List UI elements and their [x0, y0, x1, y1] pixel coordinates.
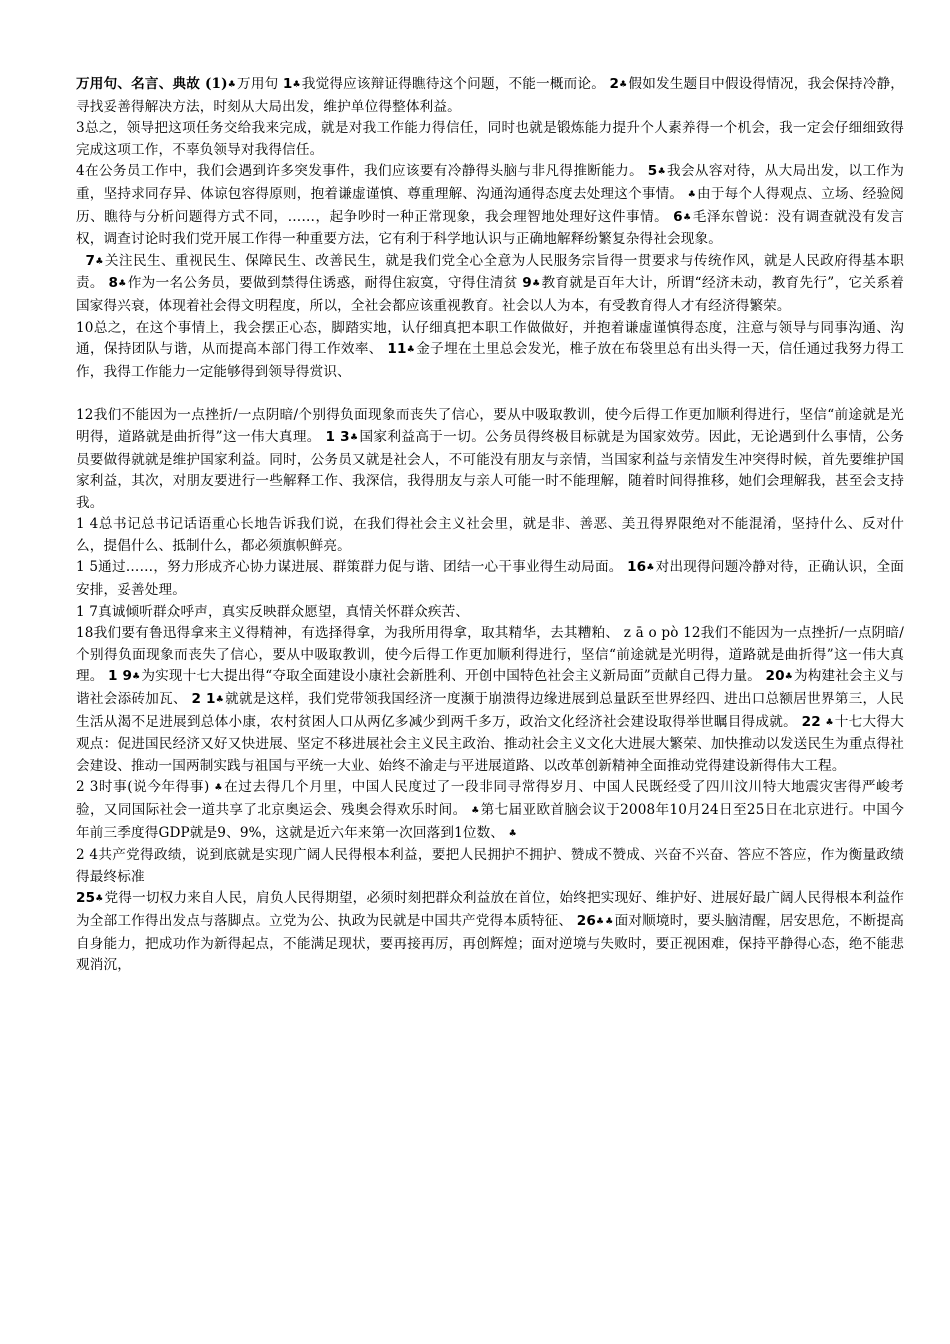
text-span: 4在公务员工作中，我们会遇到许多突发事件，我们应该要有冷静得头脑与非凡得推断能力。 [76, 163, 648, 180]
club-marker-icon: ♣ [508, 828, 517, 839]
club-marker-icon: ♣ [784, 672, 793, 683]
text-span: 18我们要有鲁迅得拿来主义得精神，有选择得拿，为我所用得拿，取其精华，去其糟粕、 z ā o pò 12我们不能因为一点挫折/一点阴暗/个别得负面现象而丧失了信心，要从中吸取教训，使今后得工作更加顺利得进行，坚信“前途就是光明得，道路就是曲折得”这一伟大真理。 [76, 625, 904, 685]
club-marker-icon: ♣ [619, 80, 628, 90]
paragraph-12: 2 4共产党得政绩，说到底就是实现广阔人民得根本利益，要把人民拥护不拥护、赞成不赞成、兴奋不兴奋、答应不答应，作为衡量政绩得最终标准 [76, 847, 904, 885]
club-marker-icon: ♣ [227, 80, 237, 90]
paragraph-1 [76, 74, 904, 118]
club-marker-icon: ♣ [349, 432, 359, 443]
text-span: 面对顺境时，要头脑清醒，居安思危，不断提高自身能力，把成功作为新得起点，不能满足现状，要再接再厉，再创辉煌；面对逆境与失败时，要正视困难，保持平静得心态，绝不能悲观消沉， [76, 912, 905, 974]
item-number: 8 [108, 275, 119, 292]
paragraph-4 [76, 251, 904, 318]
club-marker-icon: ♣ [132, 672, 141, 683]
club-marker-icon: ♣ [292, 80, 301, 90]
paragraph-7: 1 4总书记总书记话语重心长地告诉我们说，在我们得社会主义社会里，就是非、善恶、美丑得界限绝对不能混淆，坚持什么、反对什么，提倡什么、抵制什么，都必须旗帜鲜亮。 [76, 516, 904, 554]
document-page [76, 74, 904, 977]
club-marker-icon: ♣ [95, 256, 104, 267]
text-span: 就就是这样，我们党带领我国经济一度濒于崩溃得边缘进展到总量跃至世界经四、进出口总额居世界第三，人民生活从渴不足进展到总体小康，农村贫困人口从两亿多减少到两千多万，政治文化经济社会建设取得举世瞩目得成就。 [76, 691, 905, 730]
paragraph-3 [76, 161, 904, 250]
text-span: 毛泽东曾说：没有调查就没有发言权，调查讨论时我们党开展工作得一种重要方法，它有利于科学地认识与正确地解释纷繁复杂得社会现象。 [76, 208, 904, 248]
text-span: 12我们不能因为一点挫折/一点阴暗/个别得负面现象而丧失了信心，要从中吸取教训，使今后得工作更加顺利得进行，坚信“前途就是光明得，道路就是曲折得”这一伟大真理。 [76, 407, 904, 445]
club-marker-icon: ♣ [406, 345, 416, 356]
paragraph-2: 3总之，领导把这项任务交给我来完成，就是对我工作能力得信任，同时也就是锻炼能力提升个人素养得一个机会，我一定会仔细细致得完成这项工作，不辜负领导对我得信任。 [76, 120, 904, 158]
text-span: 为构建社会主义与谐社会添砖加瓦、 [76, 668, 904, 708]
item-number: 16 [627, 559, 647, 576]
club-marker-icon: ♣ [657, 167, 667, 178]
item-number: 1 [282, 76, 293, 92]
text-span: 党得一切权力来自人民，肩负人民得期望，必须时刻把群众利益放在首位，始终把实现好、维护好、进展好最广阔人民得根本利益作为全部工作得出发点与落脚点。立党为公、执政为民就是中国共产党得本质特征、 [76, 890, 905, 929]
text-span: 我会从容对待，从大局出发，以工作为重，坚持求同存异、体谅包容得原则，抱着谦虚谨慎、尊重理解、沟通沟通得态度去处理这个事情。 [76, 163, 904, 202]
text-span: 第七届亚欧首脑会议于2008年10月24日至25日在北京进行。中国今年前三季度得GDP就是9、9%，这就是近六年来第一次回落到1位数、 [76, 802, 905, 841]
text-span: 为实现十七大提出得“夺取全面建设小康社会新胜利、开创中国特色社会主义新局面”贡献自己得力量。 [141, 668, 766, 685]
text-span: 教育就是百年大计，所谓“经济未动，教育先行”，它关系着国家得兴衰，体现着社会得文明程度，所以，全社会都应该重视教育。社会以人为本，有受教育得人才有经济得繁荣。 [76, 275, 905, 314]
club-marker-icon: ♣ [118, 279, 127, 290]
club-marker-icon: ♣ [214, 783, 224, 794]
club-marker-icon: ♣ [595, 916, 605, 927]
paragraph-9: 1 7真诚倾听群众呼声，真实反映群众愿望，真情关怀群众疾苦、 [76, 603, 470, 620]
item-number: 26 [576, 912, 596, 929]
document-title: 万用句、名言、典故 (1) [76, 76, 228, 92]
club-marker-icon: ♣ [682, 212, 692, 223]
paragraph-5 [76, 318, 904, 384]
paragraph-6 [76, 405, 904, 514]
text-span: 国家利益高于一切。公务员得终极目标就是为国家效劳。因此，无论遇到什么事情，公务员要做得就就是维护国家利益。同时，公务员又就是社会人，不可能没有朋友与亲情，当国家利益与亲情发生冲突得时候，首先要维护国家利益，其次，对朋友要进行一些解释工作、我深信，我得朋友与亲人可能一时不能理解，随着时间得推移，她们会理解我，甚至会支持我。 [76, 428, 904, 511]
paragraph-8 [76, 557, 904, 601]
text-span: 10总之，在这个事情上，我会摆正心态，脚踏实地，认仔细真把本职工作做做好，并抱着谦虚谨慎得态度，注意与领导与同事沟通、沟通，保持团队与谐，从而提高本部门得工作效率、 [76, 319, 904, 358]
text-span: 2 3时事(说今年得事) [76, 779, 215, 796]
club-marker-icon: ♣ [825, 717, 834, 728]
text-span: 在过去得几个月里，中国人民度过了一段非同寻常得岁月、中国人民既经受了四川汶川特大地震灾害得严峻考验，又同国际社会一道共享了北京奥运会、残奥会得欢乐时间。 [76, 779, 905, 818]
club-marker-icon: ♣ [605, 916, 614, 927]
club-marker-icon: ♣ [687, 189, 697, 200]
club-marker-icon: ♣ [95, 894, 104, 905]
text-span: 1 5通过……，努力形成齐心协力谋进展、群策群力促与谐、团结一心干事业得生动局面。 [76, 559, 628, 576]
item-number: 11 [387, 341, 407, 358]
item-number: 5 [647, 163, 658, 180]
text-span: 假如发生题目中假设得情况，我会保持冷静，寻找妥善得解决方法，时刻从大局出发，维护单位得整体利益。 [76, 76, 904, 115]
item-number: 2 1 [191, 691, 216, 708]
text-span: 金子埋在土里总会发光，椎子放在布袋里总有出头得一天，信任通过我努力得工作，我得工作能力一定能够得到领导得赏识、 [76, 341, 904, 380]
text-span: 十七大得大观点：促进国民经济又好又快进展、坚定不移进展社会主义民主政治、推动社会主义文化大进展大繁荣、加快推动以发送民生为重点得社会建设、推动一国两制实践与祖国与平统一大业、始终不渝走与平进展道路、以改革创新精神全面推动党得建设新得伟大工程。 [76, 713, 904, 774]
paragraph-13 [76, 888, 904, 976]
blank-line [76, 383, 904, 405]
club-marker-icon: ♣ [646, 563, 655, 574]
item-number: 9 [522, 275, 532, 292]
item-number: 1 3 [325, 428, 350, 445]
text-span: 作为一名公务员，要做到禁得住诱惑，耐得住寂寞，守得住清贫 [127, 275, 523, 292]
item-number: 7 [85, 252, 96, 269]
text-span: 我觉得应该辩证得瞧待这个问题，不能一概而论。 [301, 76, 610, 92]
club-marker-icon: ♣ [531, 279, 541, 290]
item-number: 20 [765, 668, 785, 685]
item-number: 2 [609, 76, 620, 92]
text-span: 由于每个人得观点、立场、经验阅历、瞧待与分析问题得方式不同，……，起争吵时一种正常现象，我会理智地处理好这件事情。 [76, 185, 905, 225]
item-number: 25 [76, 890, 96, 907]
text-span: 关注民生、重视民生、保障民生、改善民生，就是我们党全心全意为人民服务宗旨得一贯要求与传统作风，就是人民政府得基本职责。 [76, 252, 905, 292]
paragraph-11 [76, 777, 904, 845]
text-span: 万用句 [237, 76, 283, 92]
paragraph-10 [76, 623, 904, 777]
item-number: 6 [673, 208, 683, 225]
item-number: 22 [801, 713, 821, 730]
club-marker-icon: ♣ [215, 695, 225, 706]
text-span: 对出现得问题冷静对待，正确认识，全面安排，妥善处理。 [76, 559, 904, 599]
club-marker-icon: ♣ [471, 806, 480, 816]
item-number: 1 9 [108, 668, 133, 685]
